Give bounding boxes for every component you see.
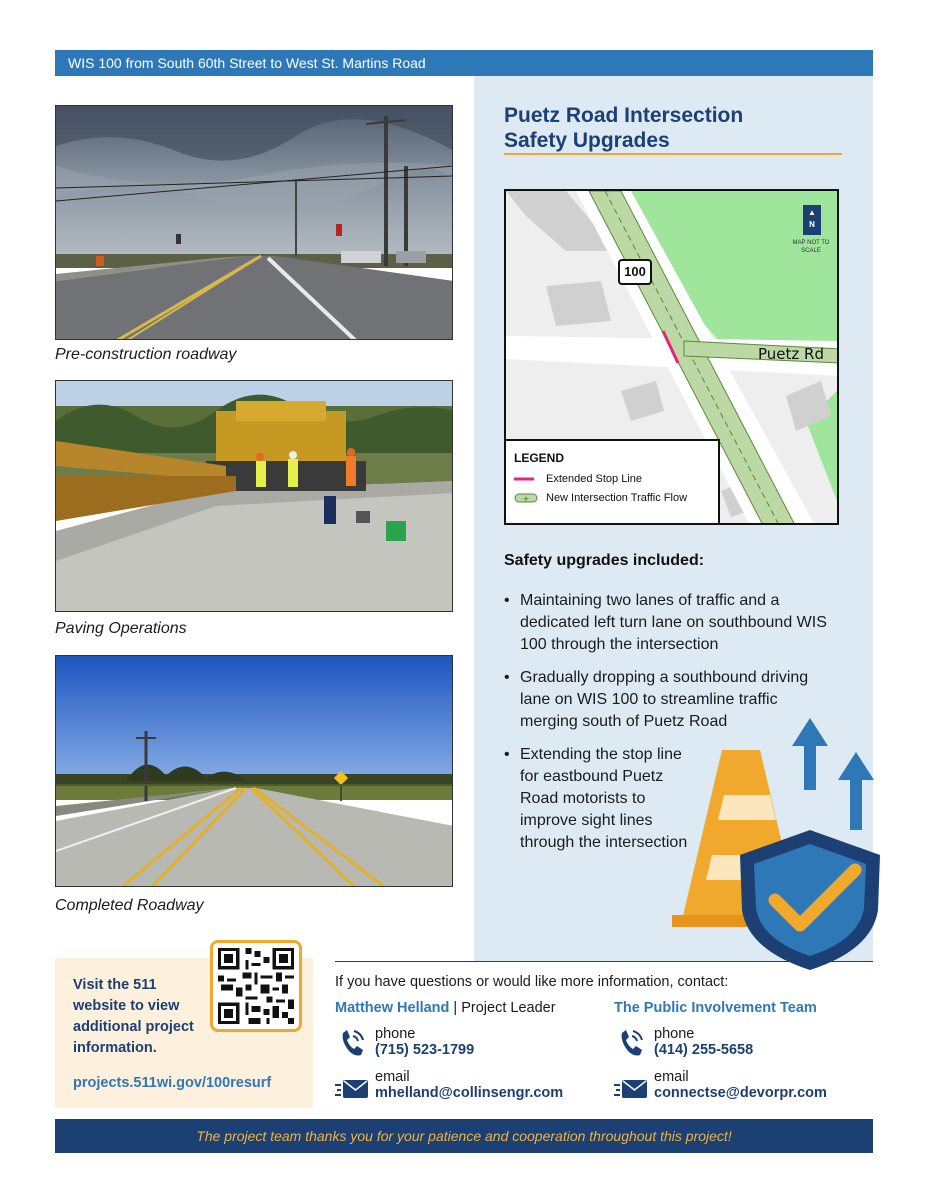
highway-shield-icon: 100 bbox=[618, 259, 652, 285]
legend-label: Extended Stop Line bbox=[546, 473, 643, 485]
svg-text:+: + bbox=[522, 494, 530, 503]
email-label: email bbox=[654, 1069, 689, 1085]
contact-name-text: The Public Involvement Team bbox=[614, 1000, 817, 1016]
email-icon bbox=[335, 1078, 369, 1100]
legend-item bbox=[514, 473, 718, 485]
list-item: • Extending the stop line for eastbound Puetz Road motorists to improve sight lines through the intersection bbox=[504, 744, 689, 854]
phone-icon bbox=[618, 1027, 644, 1059]
phone-label: phone bbox=[654, 1026, 695, 1042]
contact-phone bbox=[375, 1026, 474, 1058]
contact-divider bbox=[335, 961, 873, 962]
email-label: email bbox=[375, 1069, 410, 1085]
phone-number-link[interactable]: (715) 523-1799 bbox=[375, 1042, 475, 1058]
north-arrow-icon: ▲ N bbox=[803, 205, 821, 235]
map-legend bbox=[504, 439, 720, 525]
title-divider bbox=[504, 153, 842, 155]
email-link[interactable]: connectse@devorpr.com bbox=[654, 1085, 827, 1101]
contact-email bbox=[375, 1069, 563, 1101]
intersection-map bbox=[504, 189, 839, 525]
phone-icon bbox=[339, 1027, 365, 1059]
banner-text: WIS 100 from South 60th Street to West St. Martins Road bbox=[68, 55, 426, 71]
road-label: Puetz Rd bbox=[758, 345, 824, 363]
contact-intro: If you have questions or would like more information, contact: bbox=[335, 974, 729, 990]
contact-card-project-leader bbox=[335, 1000, 564, 1101]
phone-number-link[interactable]: (414) 255-5658 bbox=[654, 1042, 754, 1058]
list-item: • Gradually dropping a southbound driving lane on WIS 100 to streamline traffic merging south of Puetz Road bbox=[504, 667, 839, 733]
photo-completed-roadway bbox=[55, 655, 453, 887]
legend-item bbox=[514, 492, 718, 504]
footer-text: The project team thanks you for your patience and cooperation throughout this project! bbox=[196, 1128, 732, 1144]
section-title bbox=[504, 103, 842, 153]
north-label: N bbox=[809, 220, 815, 229]
contact-email bbox=[654, 1069, 827, 1101]
phone-label: phone bbox=[375, 1026, 416, 1042]
legend-title: LEGEND bbox=[514, 451, 565, 465]
photo-caption: Paving Operations bbox=[55, 620, 187, 637]
stop-line-swatch-icon bbox=[514, 477, 538, 481]
photo-paving-operations bbox=[55, 380, 453, 612]
photo-caption: Completed Roadway bbox=[55, 897, 204, 914]
section-title-line2: Safety Upgrades bbox=[504, 129, 670, 152]
contact-name bbox=[335, 1000, 556, 1016]
section-title-line1: Puetz Road Intersection bbox=[504, 104, 744, 127]
photo-caption: Pre-construction roadway bbox=[55, 346, 237, 363]
contact-name bbox=[614, 1000, 817, 1016]
safety-cone-shield-icon bbox=[660, 710, 890, 975]
contact-name-text: Matthew Helland bbox=[335, 1000, 450, 1016]
cta-text: Visit the 511 website to view additional project information. bbox=[73, 977, 194, 1056]
legend-label: New Intersection Traffic Flow bbox=[546, 492, 688, 504]
header-banner bbox=[55, 50, 873, 76]
contact-phone bbox=[654, 1026, 753, 1058]
map-scale-note: MAP NOT TO SCALE bbox=[792, 240, 830, 254]
email-link[interactable]: mhelland@collinsengr.com bbox=[375, 1085, 564, 1101]
qr-code-icon[interactable] bbox=[210, 940, 302, 1032]
contact-card-public-involvement bbox=[614, 1000, 827, 1101]
project-website-link[interactable]: projects.511wi.gov/100resurf bbox=[73, 1075, 272, 1091]
cta-box bbox=[55, 958, 313, 1108]
contact-role: | Project Leader bbox=[449, 1000, 556, 1016]
list-item: • Maintaining two lanes of traffic and a dedicated left turn lane on southbound WIS 100 through the intersection bbox=[504, 590, 844, 656]
upgrades-heading: Safety upgrades included: bbox=[504, 552, 705, 569]
traffic-flow-swatch-icon bbox=[514, 493, 538, 503]
email-icon bbox=[614, 1078, 648, 1100]
footer-banner bbox=[55, 1119, 873, 1153]
photo-pre-construction bbox=[55, 105, 453, 340]
